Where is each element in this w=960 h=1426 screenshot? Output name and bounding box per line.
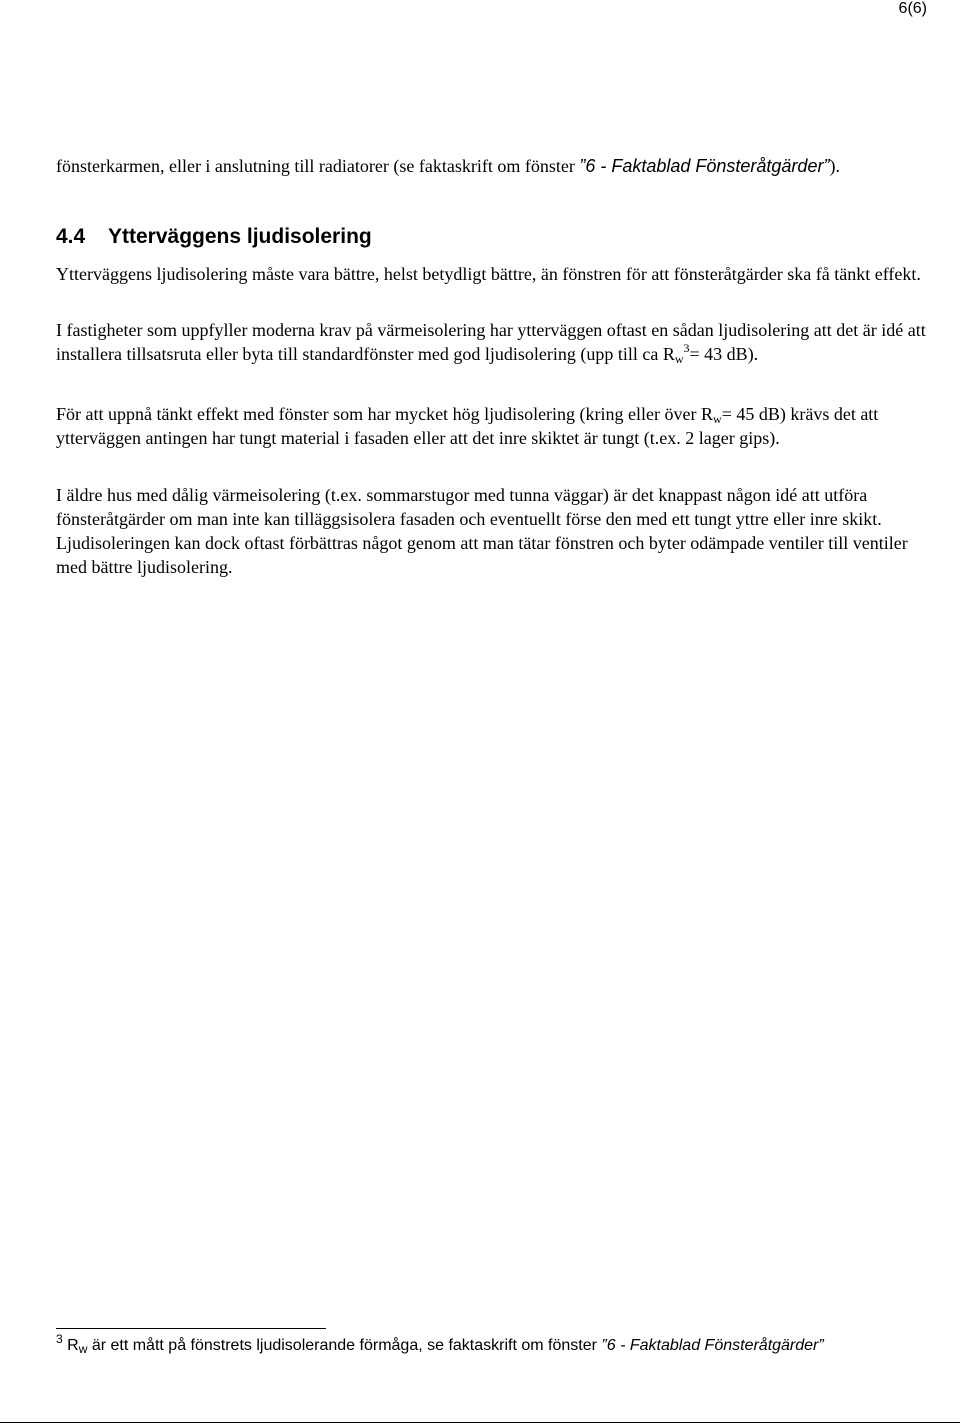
intro-reference: ”6 - Faktablad Fönsteråtgärder” [579,156,830,176]
fastigheter-text: I fastigheter som uppfyller moderna krav på värmeisolering har ytterväggen oftast en sådan ljudisolering att det är idé att installera tillsatsruta eller byta till standardfönster med god ljudisolering (upp till ca R [56,320,926,364]
rw-subscript: w [713,412,722,426]
footnote-reference: 3 [683,341,690,355]
paragraph-fastigheter [56,318,936,366]
footnote-r: R [67,1337,79,1354]
footnote-text: är ett mått på fönstrets ljudisolerande förmåga, se faktaskrift om fönster [87,1337,602,1354]
page-number: 6(6) [898,0,927,17]
for-att-rest: = 45 dB) krävs det att ytterväggen antingen har tungt material i fasaden eller att det inre skiktet är tungt (t.ex. 2 lager gips). [56,404,879,448]
intro-paragraph [56,154,936,178]
section-number: 4.4 [56,225,86,248]
footnote-divider [56,1328,326,1329]
intro-end: ). [829,156,840,176]
fastigheter-value: = 43 dB). [689,344,759,364]
footnote-reference-title: ”6 - Faktablad Fönsteråtgärder” [601,1337,824,1354]
paragraph-for-att [56,402,936,450]
intro-text: fönsterkarmen, eller i anslutning till radiatorer (se faktaskrift om fönster [56,156,580,176]
paragraph-aldre-hus: I äldre hus med dålig värmeisolering (t.ex. sommarstugor med tunna väggar) är det knappast någon idé att utföra fönsteråtgärder om man inte kan tilläggsisolera fasaden och eventuellt förse den med ett tungt yttre eller inre skikt. Ljudisoleringen kan dock oftast förbättras något genom att man tätar fönstren och byter odämpade ventiler till ventiler med bättre ljudisolering. [56,485,908,577]
footnote-mark: 3 [56,1332,63,1346]
section-title: Ytterväggens ljudisolering [108,225,372,248]
section-heading [56,224,372,250]
paragraph-yttervaggens: Ytterväggens ljudisolering måste vara bättre, helst betydligt bättre, än fönstren för att fönsteråtgärder ska få tänkt effekt. [56,264,921,284]
rw-subscript: w [674,352,684,366]
footnote-subscript: w [78,1342,88,1356]
footer-divider [0,1422,960,1423]
for-att-text: För att uppnå tänkt effekt med fönster som har mycket hög ljudisolering (kring eller över R [56,404,714,424]
footnote [56,1334,916,1357]
